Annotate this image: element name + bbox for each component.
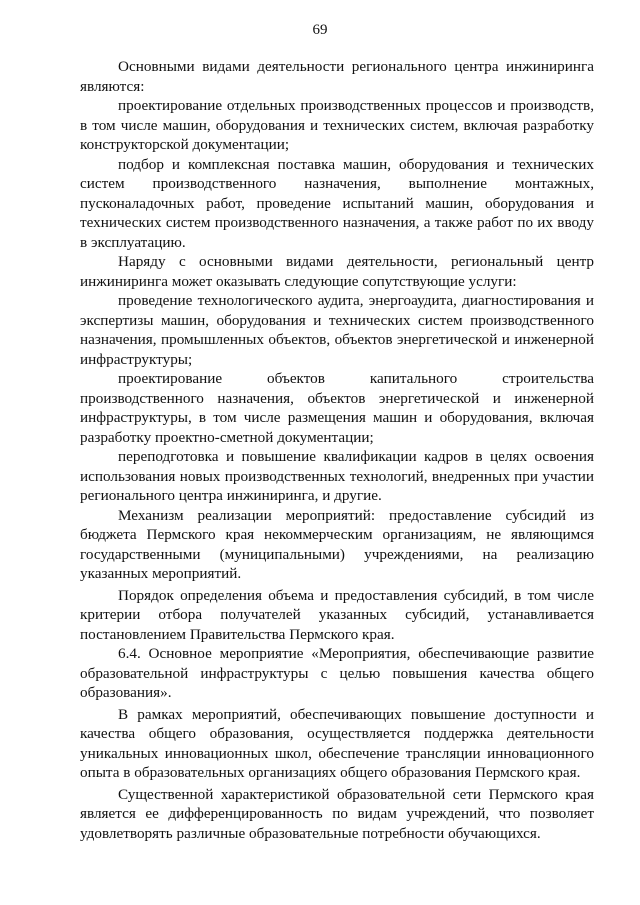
document-body bbox=[80, 57, 594, 843]
page-number: 69 bbox=[312, 22, 328, 38]
paragraph: Механизм реализации мероприятий: предоставление субсидий из бюджета Пермского края некоммерческим организациям, не являющимся государственными (муниципальными) учреждениями, на реализацию указанных мероприятий. bbox=[80, 506, 594, 582]
paragraph: проектирование отдельных производственных процессов и производств, в том числе машин, оборудования и технических систем, включая разработку конструкторской документации; bbox=[80, 97, 594, 153]
paragraph: Существенной характеристикой образовательной сети Пермского края является ее дифференцированность по видам учреждений, что позволяет удовлетворять различные образовательные потребности обучающихся. bbox=[80, 785, 594, 842]
paragraph: подбор и комплексная поставка машин, оборудования и технических систем производственного назначения, выполнение монтажных, пусконаладочных работ, проведение испытаний машин, оборудования и технических систем производственного назначения, а также работ по их вводу в эксплуатацию. bbox=[80, 155, 594, 251]
paragraph: 6.4. Основное мероприятие «Мероприятия, обеспечивающие развитие образовательной инфраструктуры с целью повышения качества общего образования». bbox=[80, 645, 594, 701]
paragraph: проектирование объектов капитального строительства производственного назначения, объектов энергетической и инженерной инфраструктуры, в том числе размещения машин и оборудования, включая разработку проектно-сметной документации; bbox=[80, 370, 594, 446]
paragraph: Порядок определения объема и предоставления субсидий, в том числе критерии отбора получателей указанных субсидий, устанавливается постановлением Правительства Пермского края. bbox=[80, 586, 594, 643]
paragraph: В рамках мероприятий, обеспечивающих повышение доступности и качества общего образования, осуществляется поддержка деятельности уникальных инновационных школ, обеспечение трансляции инновационного опыта в образовательных организациях общего образования Пермского края. bbox=[80, 705, 594, 781]
paragraph: проведение технологического аудита, энергоаудита, диагностирования и экспертизы машин, оборудования и технических систем производственного назначения, промышленных объектов, объектов энергетической и инженерной инфраструктуры; bbox=[80, 292, 594, 368]
paragraph: Основными видами деятельности регионального центра инжиниринга являются: bbox=[80, 58, 594, 95]
paragraph: Наряду с основными видами деятельности, региональный центр инжиниринга может оказывать следующие сопутствующие услуги: bbox=[80, 253, 594, 290]
paragraph: переподготовка и повышение квалификации кадров в целях освоения использования новых производственных технологий, внедренных при участии регионального центра инжиниринга, и другие. bbox=[80, 448, 594, 504]
